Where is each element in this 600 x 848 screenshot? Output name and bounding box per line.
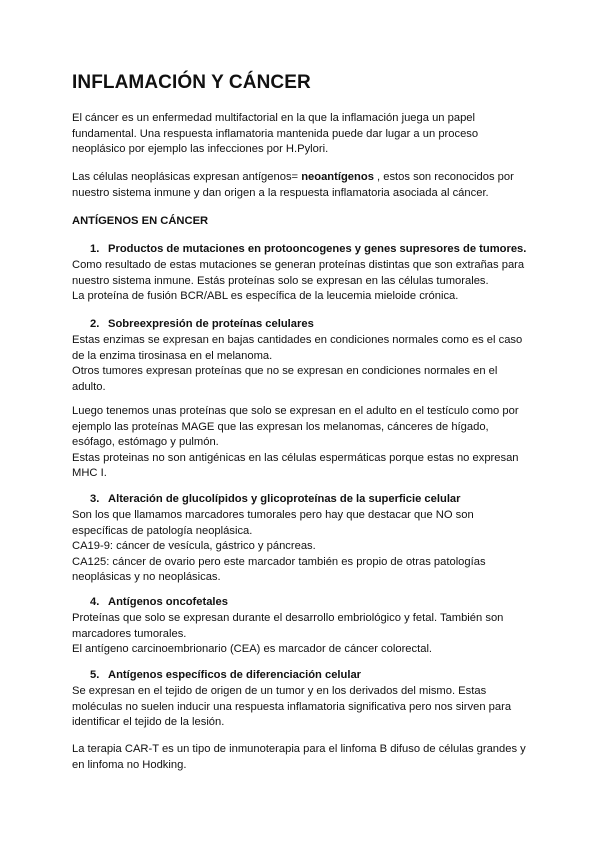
item-2-extra-line-2: Estas proteinas no son antigénicas en las células espermáticas porque estas no expresan MHC I. <box>72 451 519 480</box>
item-heading-4 <box>90 596 228 608</box>
item-2-text <box>72 333 532 395</box>
item-3-text <box>72 508 532 586</box>
neoantigen-text-start: Las células neoplásicas expresan antígenos= <box>72 171 302 183</box>
item-heading-3 <box>90 493 461 505</box>
item-4-text <box>72 611 532 658</box>
item-1-line-1: Como resultado de estas mutaciones se generan proteínas distintas que son extrañas para nuestro sistema inmune. Estás proteínas solo se expresan en las células tumorales. <box>72 259 525 287</box>
item-heading-text: Alteración de glucolípidos y glicoproteínas de la superficie celular <box>108 493 461 505</box>
section-heading: ANTÍGENOS EN CÁNCER <box>72 215 209 227</box>
item-1-line-2: La proteína de fusión BCR/ABL es específica de la leucemia mieloide crónica. <box>72 290 459 303</box>
item-heading-text: Sobreexpresión de proteínas celulares <box>108 318 314 330</box>
item-number: 4. <box>90 596 100 608</box>
item-heading-text: Antígenos específicos de diferenciación celular <box>108 669 362 681</box>
neoantigen-paragraph <box>72 170 532 201</box>
item-heading-2 <box>90 318 314 330</box>
neoantigen-text-end: , estos son reconocidos por nuestro sistema inmune y dan origen a la respuesta inflamatoria asociada al cáncer. <box>72 171 514 199</box>
item-4-line-2: El antígeno carcinoembrionario (CEA) es marcador de cáncer colorectal. <box>72 643 433 656</box>
item-2-extra-line-1: Luego tenemos unas proteínas que solo se expresan en el adulto en el testículo como por ejemplo las proteínas MAGE que las expresan los melanomas, cánceres de hígado, esófago, estómago y pulmón. <box>72 405 519 449</box>
item-heading-text: Antígenos oncofetales <box>108 596 228 608</box>
page-title: INFLAMACIÓN Y CÁNCER <box>72 72 311 93</box>
item-2-line-2: Otros tumores expresan proteínas que no se expresan en condiciones normales en el adulto. <box>72 365 498 393</box>
neoantigen-term: neoantígenos <box>301 171 374 183</box>
item-number: 1. <box>90 243 100 255</box>
item-4-line-1: Proteínas que solo se expresan durante el desarrollo embriológico y fetal. También son marcadores tumorales. <box>72 612 504 640</box>
item-3-line-3: CA125: cáncer de ovario pero este marcador también es propio de otras patologías neoplásicas y no neoplásicas. <box>72 555 486 584</box>
item-heading-1 <box>90 243 526 255</box>
intro-paragraph: El cáncer es un enfermedad multifactorial en la que la inflamación juega un papel fundamental. Una respuesta inflamatoria mantenida puede dar lugar a un proceso neoplásico por ejemplo las infecciones por H.Pylori. <box>72 112 479 156</box>
item-1-text <box>72 258 532 305</box>
item-2-extra-text <box>72 404 532 482</box>
item-2-line-1: Estas enzimas se expresan en bajas cantidades en condiciones normales como es el caso de la enzima tirosinasa en el melanoma. <box>72 334 523 362</box>
item-heading-5 <box>90 669 361 681</box>
item-3-line-2: CA19-9: cáncer de vesícula, gástrico y páncreas. <box>72 540 316 553</box>
item-number: 5. <box>90 669 100 681</box>
item-3-line-1: Son los que llamamos marcadores tumorales pero hay que destacar que NO son específicas de patología neoplásica. <box>72 509 474 537</box>
item-number: 2. <box>90 318 100 330</box>
item-5-text: Se expresan en el tejido de origen de un tumor y en los derivados del mismo. Estas moléculas no suelen inducir una respuesta inflamatoria significativa pero nos sirven para identificar el tejido de la lesión. <box>72 685 512 729</box>
item-number: 3. <box>90 493 100 505</box>
item-heading-text: Productos de mutaciones en protooncogenes y genes supresores de tumores. <box>108 243 527 255</box>
closing-paragraph: La terapia CAR-T es un tipo de inmunoterapia para el linfoma B difuso de células grandes y en linfoma no Hodking. <box>72 743 526 771</box>
